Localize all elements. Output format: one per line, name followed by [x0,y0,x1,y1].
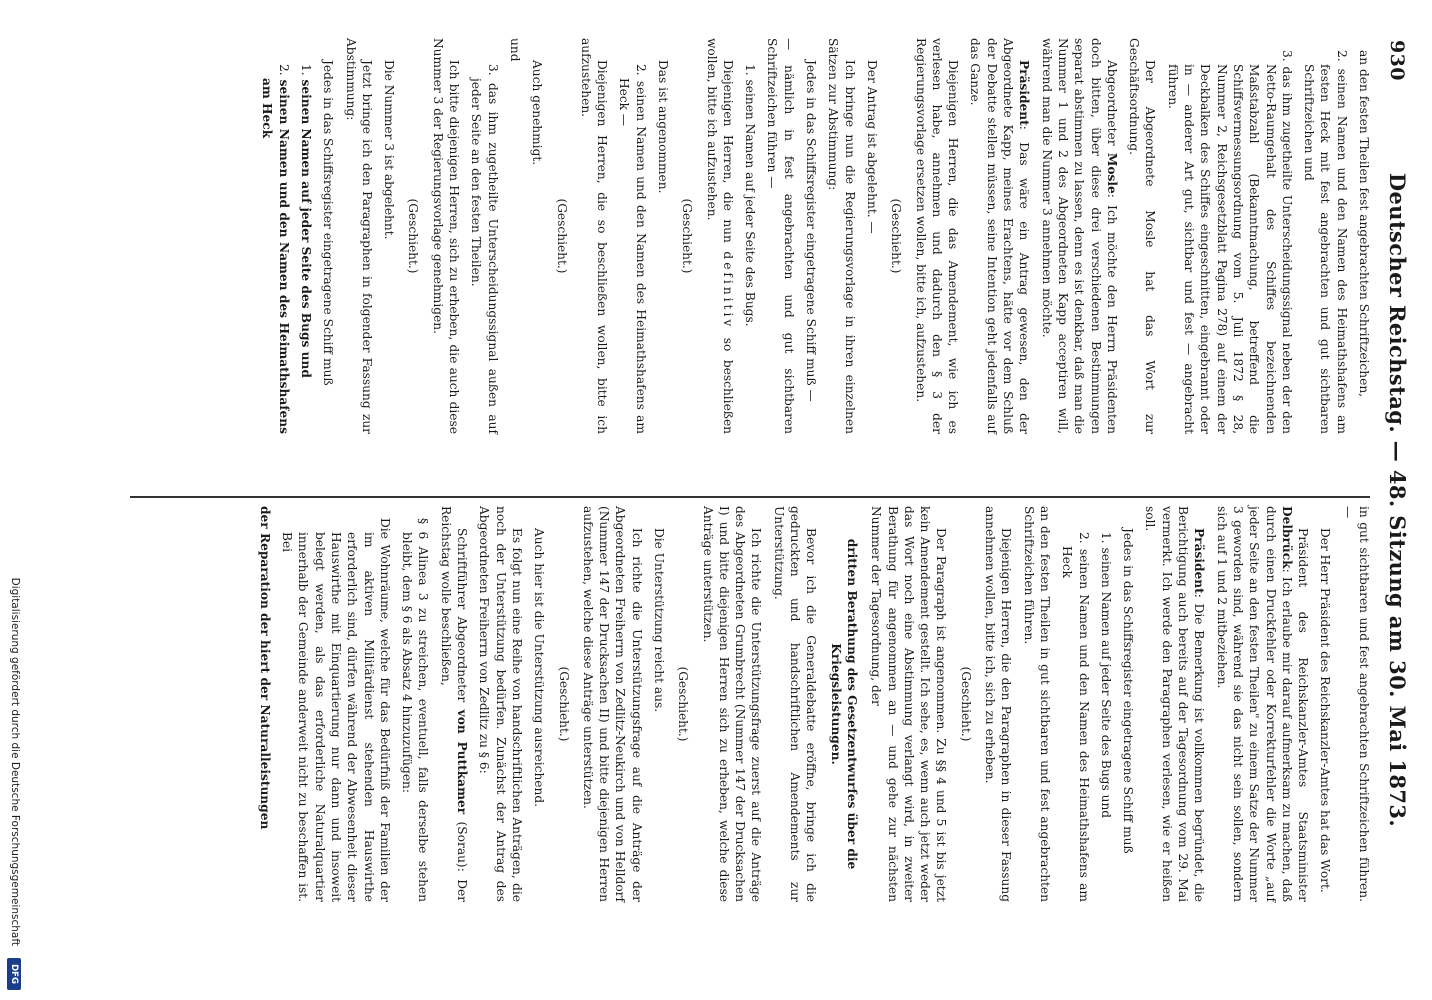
paragraph: Abgeordneter Mosle: Ich möchte den Herrn Präsidenten doch bitten, über diese drei verschiedenen Bestimmungen separat abstimmen zu lassen, denn es ist denkbar, daß man die Nummer 1 und 2 des Abgeordneten Kapp acceptiren will, während man die Nummer 3 annehmen möchte. [1039,38,1119,434]
paragraph: (Geschieht.) [556,666,571,742]
paragraph: Ich bitte diejenigen Herren, sich zu erheben, die auch diese Nummer 3 der Regierungsvorlage genehmigen. [430,38,462,434]
paragraph: 3. das ihm zugetheilte Unterscheidungssignal außen auf jeder Seite an den festen Theilen. [469,64,500,434]
paragraph: Ich richte die Unterstützungsfrage auf die Anträge der Abgeordneten Freiherrn von Zedlitz-Neukirch und von Helldorf (Nummer 147 der Drucksachen II) und bitte diejenigen Herren aufzustehen, welche diese Anträge unterstützen. [580,506,644,902]
paragraph: 1. seinen Namen auf jeder Seite des Bugs. [743,64,758,327]
paragraph: Diejenigen Herren, die nun definitiv so beschließen wollen, bitte ich aufzustehen. [704,38,735,434]
paragraph: Die Unterstützung reicht aus. [652,528,667,713]
page-title: Deutscher Reichstag. — 48. Sitzung am 30. Mai 1873. [1385,172,1410,828]
paragraph: Die Nummer 3 ist abgelehnt. [382,60,397,240]
paragraph: 1. seinen Namen auf jeder Seite des Bugs und [298,64,313,378]
page-number: 930 [1386,40,1408,81]
paragraph: Diejenigen Herren, die den Paragraphen in dieser Fassung annehmen wollen, bitte ich, sich zu erheben. [983,506,1014,902]
paragraph: an den festen Theilen fest angebrachten Schriftzeichen, [1357,50,1371,398]
paragraph: Das ist angenommen. [656,60,671,194]
paragraph: Der Paragraph ist angenommen. Zu §§ 4 und 5 ist bis jetzt kein Amendement gestellt. Ich sehe, es, wenn auch jetzt weder das Wort noch eine Abstimmung verlangt wird, in zweiter Berathung für angenommen an — und gehe zur nächsten Nummer der Tagesordnung, der [869,506,949,902]
paragraph: Jedes in das Schiffsregister eingetragene Schiff muß [1121,528,1136,854]
paragraph: der Reparation der hiert der Naturalleistungen [257,506,272,830]
paragraph: und [507,38,522,62]
paragraph: Präsident: Das wäre ein Antrag gewesen, den der Abgeordnete Kapp, meines Erachtens, hätte vor dem Schluß der Debatte stellen müssen, seine Intention geht jedenfalls auf das Ganze. [968,38,1032,434]
paragraph: 2. seinen Namen und den Namen des Heimathshafens am Heck [260,64,291,434]
right-text-column [82,506,1372,902]
paragraph: Der Abgeordnete Mosle hat das Wort zur Geschäftsordnung. [1127,38,1158,434]
paragraph: Präsident: Die Bemerkung ist vollkommen begründet, die Berichtigung auch bereits auf der Tagesordnung vom 29. Mai vermerkt. Ich werde den Paragraphen verlesen, wie er heißen soll. [1143,506,1207,902]
paragraph: Bevor ich die Generaldebatte eröffne, bringe ich die gedruckten und handschriftlichen Amendements zur Unterstützung. [771,506,819,902]
dfg-credit-text: Digitalisierung gefördert durch die Deutsche Forschungsgemeinschaft [9,577,21,946]
paragraph: Es folgt nun eine Reihe von handschriftlichen Anträgen, die noch der Unterstützung bedürfen. Zunächst der Antrag des Abgeordneten Freiherrn von Zedlitz zu § 6: [477,506,524,902]
paragraph: Diejenigen Herren, die das Amendement, wie ich es verlesen habe, annehmen und dadurch den § 3 der Regierungsvorlage ersetzen wollen, bitte ich, aufzustehen. [913,38,961,434]
paragraph: Diejenigen Herren, die so beschließen wollen, bitte ich aufzustehen. [578,38,610,434]
paragraph: 2. seinen Namen und den Namen des Heimathshafens am Heck [1060,532,1091,902]
paragraph: Die Wohnräume, welche für das Bedürfniß der Familien der im aktiven Militärdienst stehenden Hauswirthe erforderlich sind, dürfen während der Abwesenheit dieser Hauswirthe mit Einquartierung nur dann und insoweit belegt werden, als das erforderliche Naturalquartier innerhalb der Gemeinde anderweit nicht zu beschaffen ist. Bei [280,518,392,902]
paragraph: (Geschieht.) [554,198,569,274]
paragraph: (Geschieht.) [889,198,904,274]
paragraph: — nämlich in fest angebrachten und gut sichtbaren Schriftzeichen führen — [765,38,796,434]
paragraph: in gut sichtbaren und fest angebrachten Schriftzeichen führen. — [1340,506,1371,902]
page-footer [4,0,24,1000]
paragraph: Ich bringe nun die Regierungsvorlage in ihren einzelnen Sätzen zur Abstimmung: [826,38,857,434]
paragraph: dritten Berathung des Gesetzentwurfes über die Kriegsleistungen. [828,538,859,870]
paragraph: (Geschieht.) [406,198,421,274]
paragraph: an den festen Theilen in gut sichtbaren und fest angebrachten Schriftzeichen führen. [1021,506,1052,902]
page-header [1380,0,1414,1000]
left-text-column [82,38,1372,434]
paragraph: Jedes in das Schiffsregister eingetragene Schiff muß — [804,60,819,402]
paragraph: Schriftführer Abgeordneter von Puttkamer (Sorau): Der Reichstag wolle beschließen, [438,506,470,903]
paragraph: Ich richte die Unterstützungsfrage zuerst auf die Anträge des Abgeordneten Grumbrecht (Nummer 147 der Drucksachen I) und bitte diejenigen Herren sich zu erheben, welche diese Anträge unterstützen. [700,506,764,902]
paragraph: 3. das ihm zugetheilte Unterscheidungssignal neben der den Netto-Raumgehalt des Schiffes bezeichnenden Maßstabzahl (Bekanntmachung, betreffend die Schiffsvermessungsordnung vom 5. Juli 1872 § 28, Nummer 2, Reichsgesetzblatt Pagina 278) auf einem der Deckbalken des Schiffes eingeschnitten, eingebrannt oder in — anderer Art gut, sichtbar und fest — angebracht führen. [1165,50,1294,434]
dfg-logo-icon: DFG [7,958,21,990]
paragraph: Präsident des Reichskanzler-Amtes Staatsminister Delbrück: Ich erlaube mir darauf aufmerksam zu machen, daß durch einen Druckfehler oder Korrekturfehler die Worte „auf jeder Seite an den festen Theilen" zu einem Satze der Nummer 3 geworden sind, während sie das nicht sein sollen, sondern sich auf 1 und 2 mitbeziehen. [1214,506,1311,902]
paragraph: 2. seinen Namen und den Namen des Heimathshafens am Heck — [617,64,648,434]
paragraph: 2. seinen Namen und den Namen des Heimathshafens am festen Heck mit fest angebrachten und gut sichtbaren Schriftzeichen und [1302,50,1349,434]
paragraph: Jedes in das Schiffsregister eingetragene Schiff muß [321,60,336,386]
paragraph: Auch hier ist die Unterstützung ausreichend. [532,528,547,808]
paragraph: Jetzt bringe ich den Paragraphen in folgender Fassung zur Abstimmung: [343,38,374,434]
paragraph: (Geschieht.) [680,198,695,274]
paragraph: 1. seinen Namen auf jeder Seite des Bugs und [1098,532,1113,819]
paragraph: § 6 Alinea 3 zu streichen, eventuell, falls derselbe stehen bleibt, dem § 6 als Absatz 4 hinzuzufügen: [400,518,431,902]
paragraph: Der Herr Präsident des Reichskanzler-Amtes hat das Wort. [1318,528,1333,893]
paragraph: Auch genehmigt. [530,60,545,166]
paragraph: (Geschieht.) [958,666,973,742]
column-divider [130,496,1370,498]
paragraph: (Geschieht.) [676,666,691,742]
paragraph: Der Antrag ist abgelehnt. — [864,60,879,234]
